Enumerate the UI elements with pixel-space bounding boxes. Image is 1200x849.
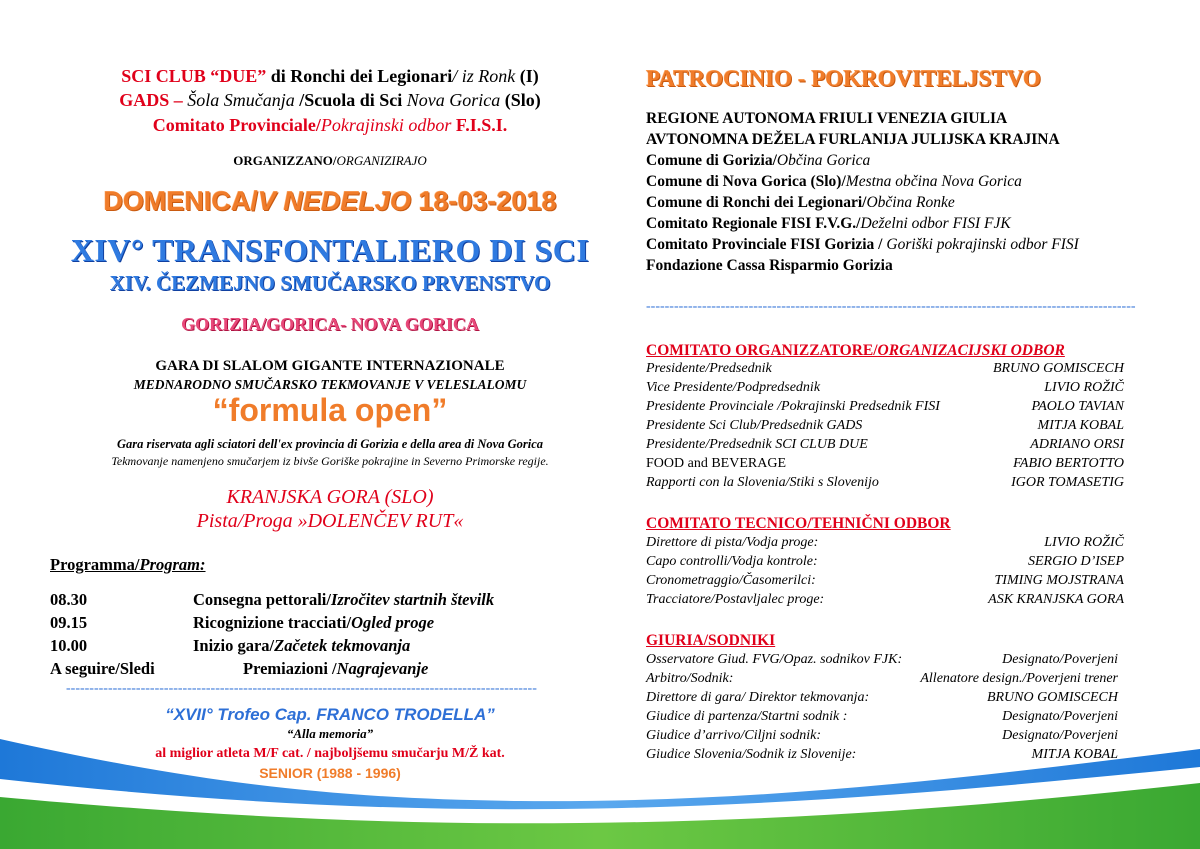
formula-open: “formula open” (212, 392, 448, 428)
patron-item: REGIONE AUTONOMA FRIULI VENEZIA GIULIA (646, 110, 1008, 127)
jury-row: Osservatore Giud. FVG/Opaz. sodnikov FJK: Designato/Poverjeni (646, 652, 1118, 667)
venue-line-1: KRANJSKA GORA (SLO) (226, 486, 434, 508)
org-row: Rapporti con la Slovenia/Stiki s Slovenijo IGOR TOMASETIG (646, 475, 1124, 490)
patron-item: Fondazione Cassa Risparmio Gorizia (646, 257, 893, 274)
divider-dashes-right: --------------------------------------------------------------------------------------------------------- (646, 299, 1136, 314)
trophy-senior: SENIOR (1988 - 1996) (259, 765, 401, 781)
patron-item: AVTONOMNA DEŽELA FURLANIJA JULIJSKA KRAJINA (646, 131, 1060, 148)
org-row: Presidente Sci Club/Predsednik GADS MITJA KOBAL (646, 418, 1124, 433)
program-row: A seguire/Sledi (50, 659, 155, 678)
org-committee-title: COMITATO ORGANIZZATORE/ORGANIZACIJSKI ODBOR (646, 342, 1065, 359)
jury-row: Giudice d’arrivo/Ciljni sodnik: Designato/Poverjeni (646, 728, 1118, 743)
event-title-it: XIV° TRANSFONTALIERO DI SCI (70, 232, 590, 268)
divider-dashes: ----------------------------------------------------------------------------------------------------- (66, 681, 537, 696)
program-row-activity: Consegna pettorali/Izročitev startnih številk (193, 590, 495, 609)
program-row-activity: Premiazioni /Nagrajevanje (243, 659, 429, 678)
org-row: FOOD and BEVERAGE FABIO BERTOTTO (646, 456, 1124, 471)
patron-item: Comitato Provinciale FISI Gorizia / Goriški pokrajinski odbor FISI (646, 236, 1079, 253)
patron-item: Comune di Ronchi dei Legionari/Občina Ronke (646, 194, 955, 211)
tech-row: Cronometraggio/Časomerilci: TIMING MOJSTRANA (646, 573, 1124, 588)
decorative-wave (0, 739, 1200, 849)
event-title-sl: XIV. ČEZMEJNO SMUČARSKO PRVENSTVO (109, 271, 551, 295)
org-row: Presidente/Predsednik BRUNO GOMISCECH (646, 361, 1124, 376)
patron-item: Comitato Regionale FISI F.V.G./Deželni odbor FISI FJK (646, 215, 1011, 232)
jury-title: GIURIA/SODNIKI (646, 632, 776, 649)
program-row-activity: Inizio gara/Začetek tekmovanja (193, 636, 411, 655)
organize-line: ORGANIZZANO/ORGANIZIRAJO (233, 153, 427, 168)
trophy-memory: “Alla memoria” (286, 726, 374, 741)
reserved-sl: Tekmovanje namenjeno smučarjem iz bivše Goriške pokrajine in Severno Primorske regije. (111, 454, 549, 468)
org-row: Presidente/Predsednik SCI CLUB DUE ADRIANO ORSI (646, 437, 1124, 452)
jury-row: Giudice Slovenia/Sodnik iz Slovenije: MITJA KOBAL (646, 747, 1118, 762)
tech-row: Capo controlli/Vodja kontrole: SERGIO D’ISEP (646, 554, 1124, 569)
patron-title: PATROCINIO - POKROVITELJSTVO (646, 66, 1041, 91)
jury-row: Arbitro/Sodnik: Allenatore design./Poverjeni trener (646, 671, 1118, 686)
club-line-1: SCI CLUB “DUE” di Ronchi dei Legionari/ iz Ronk (I) (121, 66, 539, 86)
race-title-sl: MEDNARODNO SMUČARSKO TEKMOVANJE V VELESLALOMU (133, 377, 527, 392)
jury-row: Giudice di partenza/Startni sodnik : Designato/Poverjeni (646, 709, 1118, 724)
club-line-2: GADS – Šola Smučanja /Scuola di Sci Nova Gorica (Slo) (119, 90, 541, 110)
org-row: Presidente Provinciale /Pokrajinski Predsednik FISI PAOLO TAVIAN (646, 399, 1124, 414)
jury-row: Direttore di gara/ Direktor tekmovanja: BRUNO GOMISCECH (646, 690, 1118, 705)
race-title-it: GARA DI SLALOM GIGANTE INTERNAZIONALE (155, 358, 505, 374)
program-title: Programma/Program: (50, 555, 206, 574)
patron-item: Comune di Gorizia/Občina Gorica (646, 152, 871, 169)
trophy-best: al miglior atleta M/F cat. / najboljšemu smučarju M/Ž kat. (155, 746, 505, 761)
tech-committee-title: COMITATO TECNICO/TEHNIČNI ODBOR (646, 515, 951, 532)
patron-item: Comune di Nova Gorica (Slo)/Mestna občina Nova Gorica (646, 173, 1022, 190)
tech-row: Tracciatore/Postavljalec proge: ASK KRANJSKA GORA (646, 592, 1124, 607)
org-row: Vice Presidente/Podpredsednik LIVIO ROŽIČ (646, 380, 1124, 395)
program-row-activity: Ricognizione tracciati/Ogled proge (193, 613, 435, 632)
program-row: 10.00 (50, 636, 88, 655)
reserved-it: Gara riservata agli sciatori dell'ex provincia di Gorizia e della area di Nova Gorica (116, 437, 543, 451)
event-date: DOMENICA/V NEDELJO 18-03-2018 (103, 186, 557, 216)
club-line-3: Comitato Provinciale/Pokrajinski odbor F.I.S.I. (152, 115, 508, 135)
tech-row: Direttore di pista/Vodja proge: LIVIO ROŽIČ (646, 535, 1124, 550)
program-row: 08.30 (50, 590, 88, 609)
program-row: 09.15 (50, 613, 88, 632)
venue-line-2: Pista/Proga »DOLENČEV RUT« (196, 510, 464, 532)
event-place: GORIZIA/GORICA- NOVA GORICA (181, 314, 479, 334)
trophy-title: “XVII° Trofeo Cap. FRANCO TRODELLA” (165, 705, 495, 724)
